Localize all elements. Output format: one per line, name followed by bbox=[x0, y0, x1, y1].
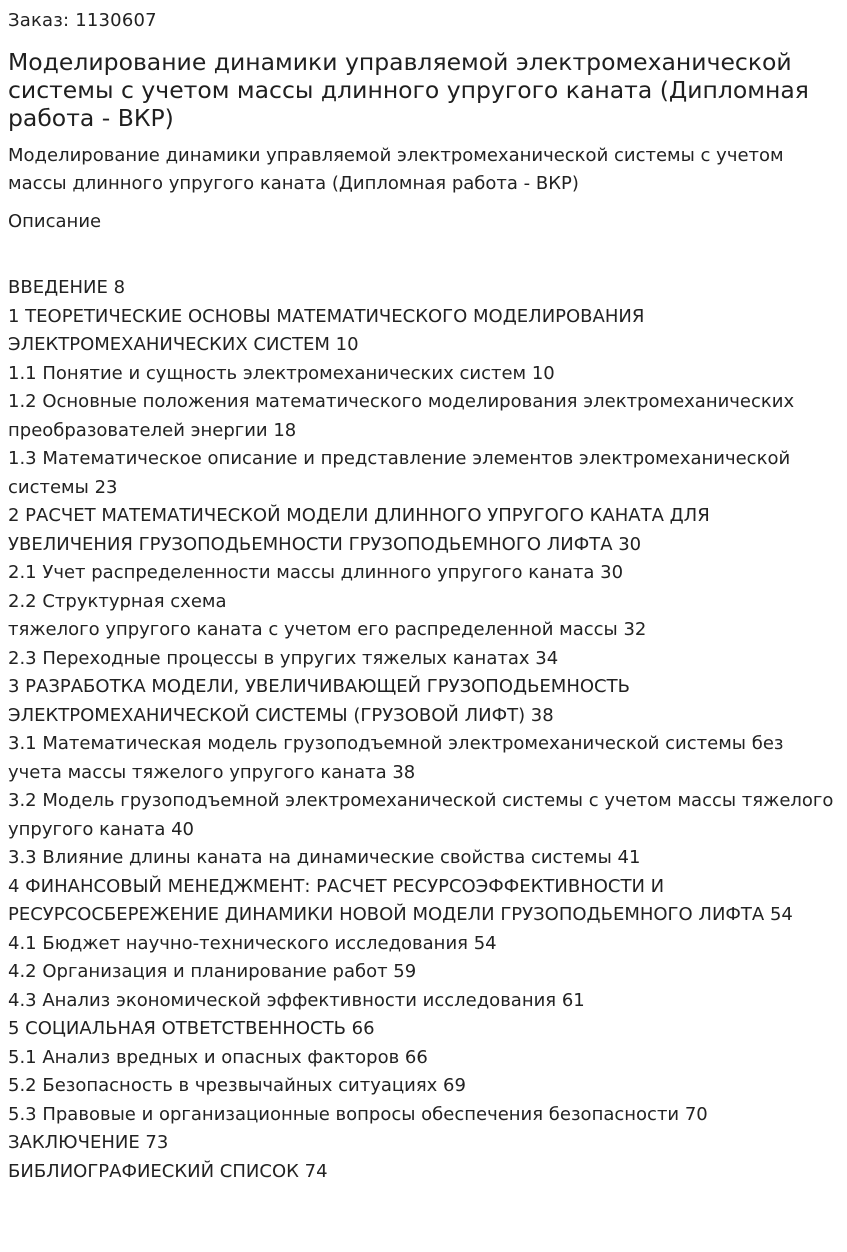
toc-item: 2.1 Учет распределенности массы длинного упругого каната 30 bbox=[8, 562, 624, 583]
toc-item: 2.3 Переходные процессы в упругих тяжелых канатах 34 bbox=[8, 647, 559, 669]
toc-item: 2 РАСЧЕТ МАТЕМАТИЧЕСКОЙ МОДЕЛИ ДЛИННОГО УПРУГОГО КАНАТА ДЛЯ УВЕЛИЧЕНИЯ ГРУЗОПОДЬЕМНОСТИ ГРУЗОПОДЬЕМНОГО ЛИФТА 30 bbox=[8, 505, 710, 555]
page-subtitle: Моделирование динамики управляемой электромеханической системы с учетом массы длинного упругого каната (Дипломная работа - ВКР) bbox=[8, 145, 784, 194]
table-of-contents bbox=[8, 274, 839, 1186]
toc-item: 4.2 Организация и планирование работ 59 bbox=[8, 961, 417, 982]
toc-item: 5.1 Анализ вредных и опасных факторов 66 bbox=[8, 1046, 428, 1068]
toc-item: 4.3 Анализ экономической эффективности исследования 61 bbox=[8, 989, 585, 1011]
toc-item: 3.1 Математическая модель грузоподъемной электромеханической системы без учета массы тяжелого упругого каната 38 bbox=[8, 733, 784, 783]
toc-item: 3.3 Влияние длины каната на динамические свойства системы 41 bbox=[8, 847, 641, 868]
toc-item: 3 РАЗРАБОТКА МОДЕЛИ, УВЕЛИЧИВАЮЩЕЙ ГРУЗОПОДЬЕМНОСТЬ ЭЛЕКТРОМЕХАНИЧЕСКОЙ СИСТЕМЫ (ГРУЗОВОЙ ЛИФТ) 38 bbox=[8, 676, 630, 726]
toc-item: 5.2 Безопасность в чрезвычайных ситуациях 69 bbox=[8, 1075, 466, 1096]
toc-item: ЗАКЛЮЧЕНИЕ 73 bbox=[8, 1132, 169, 1153]
toc-item: 5 СОЦИАЛЬНАЯ ОТВЕТСТВЕННОСТЬ 66 bbox=[8, 1018, 375, 1039]
toc-item: 3.2 Модель грузоподъемной электромеханической системы с учетом массы тяжелого упругого каната 40 bbox=[8, 790, 834, 840]
toc-item: ВВЕДЕНИЕ 8 bbox=[8, 277, 126, 298]
toc-item: 1.3 Математическое описание и представление элементов электромеханической системы 23 bbox=[8, 448, 791, 498]
toc-item: БИБЛИОГРАФИЕСКИЙ СПИСОК 74 bbox=[8, 1160, 328, 1182]
toc-item: 5.3 Правовые и организационные вопросы обеспечения безопасности 70 bbox=[8, 1103, 708, 1125]
toc-item: тяжелого упругого каната с учетом его распределенной массы 32 bbox=[8, 619, 647, 640]
toc-item: 1.1 Понятие и сущность электромеханических систем 10 bbox=[8, 362, 555, 384]
toc-item: 2.2 Структурная схема bbox=[8, 590, 227, 612]
order-number: Заказ: 1130607 bbox=[8, 10, 157, 31]
toc-item: 4 ФИНАНСОВЫЙ МЕНЕДЖМЕНТ: РАСЧЕТ РЕСУРСОЭФФЕКТИВНОСТИ И РЕСУРСОСБЕРЕЖЕНИЕ ДИНАМИКИ НОВОЙ МОДЕЛИ ГРУЗОПОДЬЕМНОГО ЛИФТА 54 bbox=[8, 875, 793, 925]
toc-item: 4.1 Бюджет научно-технического исследования 54 bbox=[8, 932, 497, 954]
description-heading: Описание bbox=[8, 211, 102, 232]
page-title: Моделирование динамики управляемой электромеханической системы с учетом массы длинного упругого каната (Дипломная работа - ВКР) bbox=[8, 48, 809, 132]
toc-item: 1 ТЕОРЕТИЧЕСКИЕ ОСНОВЫ МАТЕМАТИЧЕСКОГО МОДЕЛИРОВАНИЯ ЭЛЕКТРОМЕХАНИЧЕСКИХ СИСТЕМ 10 bbox=[8, 305, 645, 355]
toc-item: 1.2 Основные положения математического моделирования электромеханических преобразователей энергии 18 bbox=[8, 391, 795, 441]
